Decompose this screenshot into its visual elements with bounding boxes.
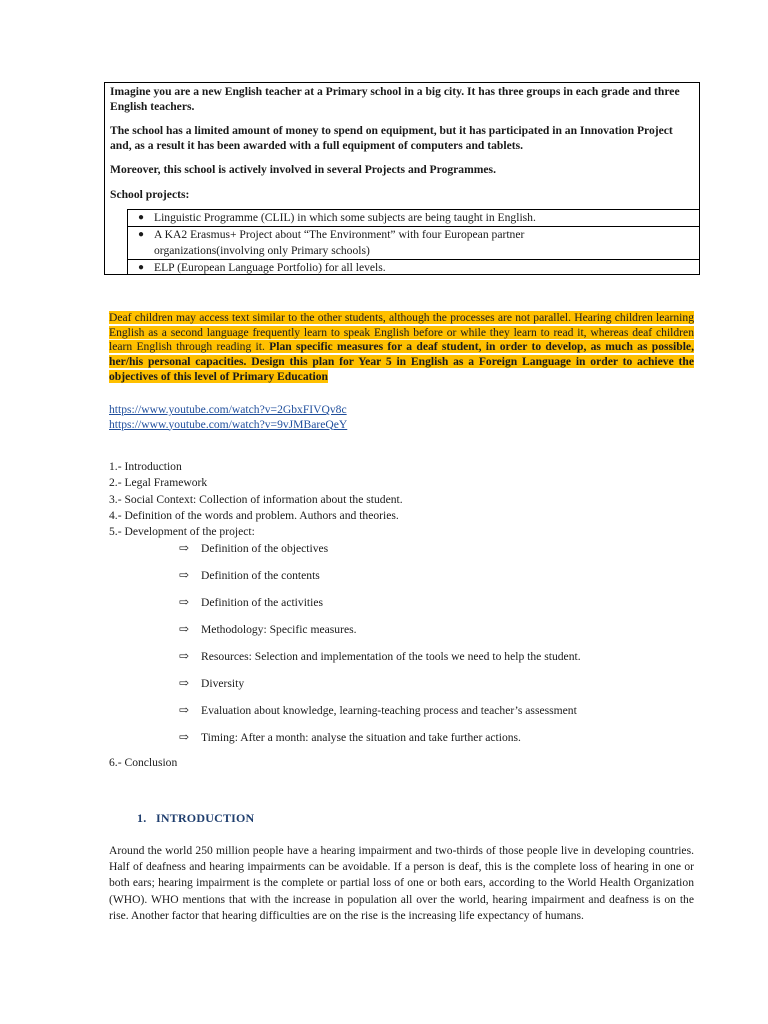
arrow-icon: ⇨ [179,622,190,636]
arrow-icon: ⇨ [179,595,190,609]
section-title: INTRODUCTION [156,811,255,825]
video-link-2[interactable]: https://www.youtube.com/watch?v=9vJMBareQeY [109,417,348,431]
project-text: Linguistic Programme (CLIL) in which some subjects are being taught in English. [154,211,536,224]
subitem-text: Timing: After a month: analyse the situation and take further actions. [201,731,521,744]
subitem [179,567,320,584]
subitem-text: Definition of the activities [201,596,324,609]
outline-item: 2.- Legal Framework [109,476,208,490]
video-links [109,403,347,432]
project-row [128,227,699,260]
project-row [128,260,699,276]
outline-item: 4.- Definition of the words and problem. Authors and theories. [109,508,399,522]
arrow-icon: ⇨ [179,541,190,555]
scenario-box [104,82,700,275]
task-paragraph [109,311,694,385]
subitem-text: Diversity [201,677,245,690]
subitem-text: Definition of the objectives [201,542,329,555]
outline-item: 1.- Introduction [109,460,182,473]
subitem [179,648,581,665]
subitem [179,594,323,611]
projects-heading: School projects: [110,187,190,201]
task-text: Deaf children may access text similar to the other students, although the processes are not parallel. Hearing children learning English as a second language frequently learn to speak English before or while they learn to read it, whereas deaf children learn English through reading it. [109,311,694,354]
bullet-icon: ● [137,262,145,273]
scenario-paragraph-3: Moreover, this school is actively involved in several Projects and Programmes. [110,163,496,176]
arrow-icon: ⇨ [179,730,190,744]
section-number: 1. [137,811,147,825]
subitem [179,540,328,557]
arrow-icon: ⇨ [179,676,190,690]
intro-paragraph: Around the world 250 million people have a hearing impairment and two-thirds of those people live in developing countries. Half of deafness and hearing impairments can be avoidable. If a person is deaf, this is the complete loss of hearing in one or both ears; hearing impairment is the complete or partial loss of one or both ears, according to the World Health Organization (WHO). WHO mentions that with the increase in population all over the world, hearing impairment and deafness is on the rise. Another factor that hearing difficulties are on the rise is the increasing life expectancy of humans. [109,844,694,922]
subitem-text: Resources: Selection and implementation of the tools we need to help the student. [201,650,581,663]
bullet-icon: ● [137,229,145,240]
outline-list [109,459,403,540]
project-text: ELP (European Language Portfolio) for all levels. [154,261,386,274]
projects-table [127,209,699,274]
arrow-icon: ⇨ [179,703,190,717]
scenario-paragraph-2: The school has a limited amount of money to spend on equipment, but it has participated in an Innovation Project and, as a result it has been awarded with a full equipment of computers and tablets. [110,124,673,152]
outline-item-conclusion: 6.- Conclusion [109,756,178,769]
subitem [179,729,521,746]
project-text: A KA2 Erasmus+ Project about “The Environment” with four European partner organizations(involving only Primary schools) [154,228,525,257]
task-bold-text: Plan specific measures for a deaf student, in order to develop, as much as possible, her/his personal capacities. Design this plan for Year 5 in English as a Foreign Language in order to achieve the objectives of this level of Primary Education [109,340,694,383]
subitem-text: Definition of the contents [201,569,320,582]
project-row [128,210,699,227]
arrow-icon: ⇨ [179,568,190,582]
subitem [179,702,577,719]
subitem-text: Evaluation about knowledge, learning-teaching process and teacher’s assessment [201,704,577,717]
scenario-paragraph-1: Imagine you are a new English teacher at a Primary school in a big city. It has three groups in each grade and three English teachers. [110,85,680,113]
outline-item: 5.- Development of the project: [109,525,255,539]
video-link-1[interactable]: https://www.youtube.com/watch?v=2GbxFIVQv8c [109,403,347,416]
subitem [179,675,244,692]
subitem [179,621,357,638]
arrow-icon: ⇨ [179,649,190,663]
outline-item: 3.- Social Context: Collection of information about the student. [109,492,403,506]
bullet-icon: ● [137,212,145,223]
section-heading [137,811,254,826]
subitem-text: Methodology: Specific measures. [201,623,357,636]
